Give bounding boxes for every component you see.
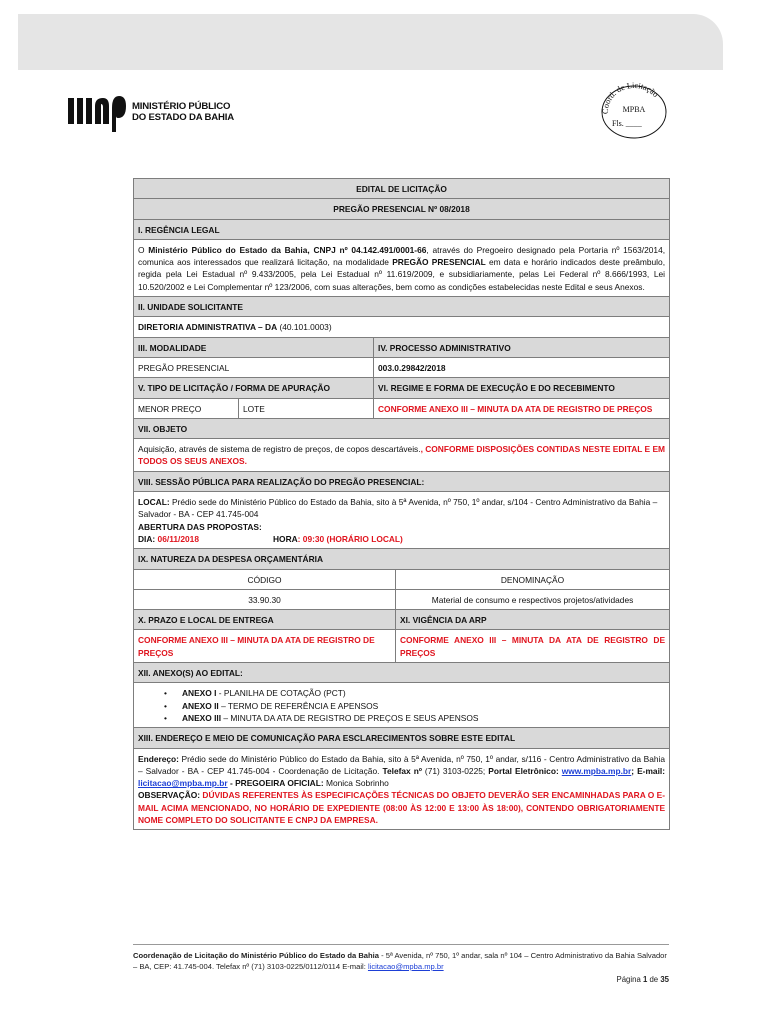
org-name-line2: DO ESTADO DA BAHIA [132, 112, 234, 123]
processo-value: 003.0.29842/2018 [374, 357, 670, 377]
vigencia-value: CONFORME ANEXO III – MINUTA DA ATA DE REGISTRO DE PREÇOS [396, 630, 670, 663]
anexo-item: • ANEXO III – MINUTA DA ATA DE REGISTRO DE PREÇOS E SEUS APENSOS [164, 712, 665, 724]
section-heading-sessao: VIII. SESSÃO PÚBLICA PARA REALIZAÇÃO DO PREGÃO PRESENCIAL: [134, 471, 670, 491]
section-heading-modalidade: III. MODALIDADE [134, 337, 374, 357]
portal-link[interactable]: www.mpba.mp.br [561, 765, 632, 776]
section-heading-natureza: IX. NATUREZA DA DESPESA ORÇAMENTÁRIA [134, 549, 670, 569]
modalidade-value: PREGÃO PRESENCIAL [134, 357, 374, 377]
footer-address: Coordenação de Licitação do Ministério Público do Estado da Bahia - 5ª Avenida, nº 750, 1º andar, sala nº 104 – Centro Administrativo da Bahia Salvador – BA, CEP: 41.745-004. Telefax nº (71) 3103-0225/0112/0114 E-mail: licitacao@mpba.mp.br [133, 951, 667, 971]
section-heading-processo: IV. PROCESSO ADMINISTRATIVO [374, 337, 670, 357]
mp-logo-mark-icon [68, 92, 126, 132]
section-heading-endereco: XIII. ENDEREÇO E MEIO DE COMUNICAÇÃO PARA ESCLARECIMENTOS SOBRE ESTE EDITAL [134, 728, 670, 748]
natureza-col-denominacao: DENOMINAÇÃO [396, 569, 670, 589]
anexo-item: • ANEXO I - PLANILHA DE COTAÇÃO (PCT) [164, 687, 665, 699]
header-bar [18, 14, 723, 70]
section-heading-regime: VI. REGIME E FORMA DE EXECUÇÃO E DO RECEBIMENTO [374, 378, 670, 398]
stamp-mpba: MPBA [622, 105, 646, 114]
tipo-value: MENOR PREÇO [134, 398, 239, 418]
natureza-col-codigo: CÓDIGO [134, 569, 396, 589]
prazo-value: CONFORME ANEXO III – MINUTA DA ATA DE REGISTRO DE PREÇOS [134, 630, 396, 663]
mp-logo [68, 92, 234, 132]
section-heading-vigencia: XI. VIGÊNCIA DA ARP [396, 610, 670, 630]
natureza-codigo-value: 33.90.30 [134, 589, 396, 609]
natureza-denominacao-value: Material de consumo e respectivos projetos/atividades [396, 589, 670, 609]
edital-title: EDITAL DE LICITAÇÃO [134, 179, 670, 199]
section-heading-unidade: II. UNIDADE SOLICITANTE [134, 297, 670, 317]
forma-value: LOTE [239, 398, 374, 418]
stamp-fls: Fls. ____ [612, 119, 642, 128]
anexo-item: • ANEXO II – TERMO DE REFERÊNCIA E APENSOS [164, 700, 665, 712]
sessao-details: LOCAL: Prédio sede do Ministério Público do Estado da Bahia, sito à 5ª Avenida, nº 750, 1º andar, s/104 - Centro Administrativo da Bahia – Salvador - BA - CEP 41.745-004 ABERTURA DAS PROPOSTAS: DIA: 06/11/2018 HORA: 09:30 (HORÁRIO LOCAL) [134, 492, 670, 549]
objeto-text: Aquisição, através de sistema de registro de preços, de copos descartáveis., CONFORME DISPOSIÇÕES CONTIDAS NESTE EDITAL E EM TODOS OS SEUS ANEXOS. [134, 439, 670, 472]
pregao-title: PREGÃO PRESENCIAL Nº 08/2018 [134, 199, 670, 219]
regime-value: CONFORME ANEXO III – MINUTA DA ATA DE REGISTRO DE PREÇOS [374, 398, 670, 418]
stamp-arc-text: Coord. de Licitação [600, 80, 661, 115]
edital-form-table [133, 178, 670, 830]
unidade-value: DIRETORIA ADMINISTRATIVA – DA (40.101.0003) [134, 317, 670, 337]
section-heading-regencia: I. REGÊNCIA LEGAL [134, 219, 670, 239]
page-number: Página 1 de 35 [616, 975, 669, 984]
org-name-line1: MINISTÉRIO PÚBLICO [132, 101, 231, 112]
fls-stamp [598, 80, 668, 140]
endereco-details: Endereço: Prédio sede do Ministério Público do Estado da Bahia, sito à 5ª Avenida, nº 750, 1º andar, s/116 - Centro Administrativo da Bahia – Salvador - BA - CEP 41.745-004 - Coordenação de Licitação. Telefax nº (71) 3103-0225; Portal Eletrônico: www.mpba.mp.br; E-mail: licitacao@mpba.mp.br - PREGOEIRA OFICIAL: Monica Sobrinho OBSERVAÇÃO: DÚVIDAS REFERENTES ÀS ESPECIFICAÇÕES TÉCNICAS DO OBJETO DEVERÃO SER ENCAMINHADAS PARA O E-MAIL ACIMA MENCIONADO, NO HORÁRIO DE EXPEDIENTE (08:00 ÀS 12:00 E 13:00 ÀS 18:00), CONTENDO OBRIGATORIAMENTE NOME COMPLETO DO SOLICITANTE E CNPJ DA EMPRESA. [134, 748, 670, 830]
footer-divider [133, 944, 669, 945]
section-heading-objeto: VII. OBJETO [134, 418, 670, 438]
footer-email-link[interactable]: licitacao@mpba.mp.br [367, 962, 444, 971]
email-link[interactable]: licitacao@mpba.mp.br [138, 778, 228, 789]
section-heading-anexos: XII. ANEXO(S) AO EDITAL: [134, 663, 670, 683]
section-heading-prazo: X. PRAZO E LOCAL DE ENTREGA [134, 610, 396, 630]
regencia-text: O Ministério Público do Estado da Bahia, CNPJ nº 04.142.491/0001-66, através do Pregoeiro designado pela Portaria nº 1563/2014, comunica aos interessados que realizará licitação, na modalidade PREGÃO PRESENCIAL em data e horário indicados deste preâmbulo, regida pela Lei Estadual nº 9.433/2005, pela Lei Estadual nº 11.619/2009, e subsidiariamente, pelas Lei Federal nº 8.666/1993, Lei 10.520/2002 e Lei Complementar nº 123/2006, com suas alterações, bem como as condições estabelecidas neste Edital e seus Anexos. [134, 239, 670, 296]
section-heading-tipo: V. TIPO DE LICITAÇÃO / FORMA DE APURAÇÃO [134, 378, 374, 398]
anexos-list [134, 683, 670, 728]
